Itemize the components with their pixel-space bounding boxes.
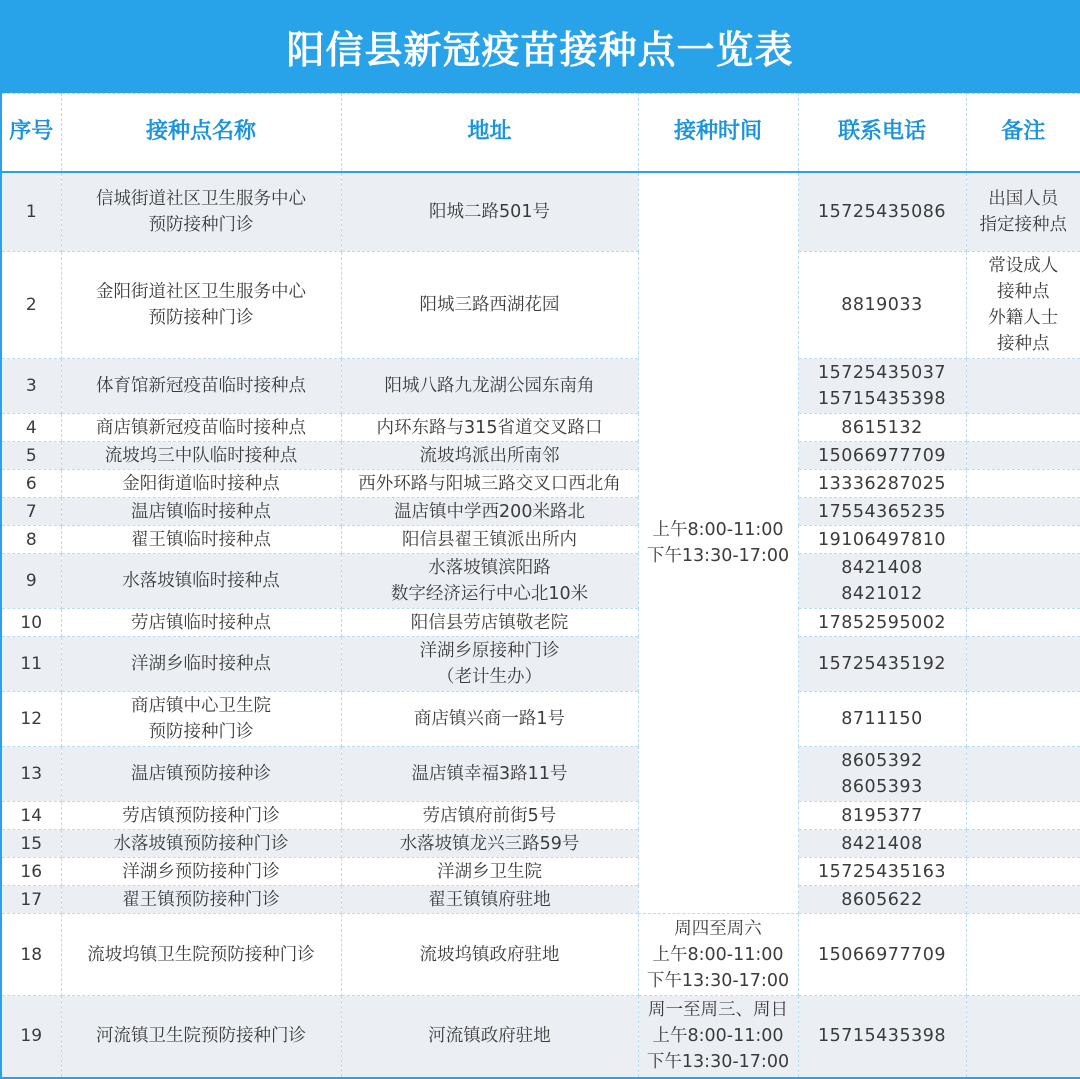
address-line: （老计生办） [437,667,542,687]
row-address: 阳信县劳店镇敬老院 [341,609,638,637]
row-seq: 14 [1,802,61,830]
note-line: 指定接种点 [979,214,1067,235]
row-address: 劳店镇府前街5号 [341,802,638,830]
row-note [966,637,1080,692]
row-phone: 19106497810 [798,526,966,554]
row-note [966,526,1080,554]
row-phone: 8195377 [798,802,966,830]
row-address: 翟王镇镇府驻地 [341,886,638,914]
row-phone: 8421408 [798,830,966,858]
phone-line: 15715435398 [818,389,946,409]
row-name: 劳店镇预防接种门诊 [61,802,341,830]
row-phone: 8605622 [798,886,966,914]
row-seq: 18 [1,914,61,996]
row-time [638,914,798,996]
row-note [966,554,1080,609]
row-note [966,886,1080,914]
row-name: 水落坡镇预防接种门诊 [61,830,341,858]
header-phone: 联系电话 [798,94,966,172]
phone-line: 8605393 [841,777,923,797]
row-phone: 8819033 [798,252,966,359]
row-phone [798,359,966,414]
time-line: 上午8:00-11:00 [652,1026,784,1047]
row-note [966,802,1080,830]
row-name-line: 预防接种门诊 [148,722,254,742]
row-seq: 1 [1,172,61,252]
row-name-line: 商店镇中心卫生院 [131,696,271,716]
row-address: 温店镇幸福3路11号 [341,747,638,802]
row-note [966,830,1080,858]
header-seq: 序号 [1,94,61,172]
row-seq: 9 [1,554,61,609]
table-row [1,858,1080,886]
row-phone: 8615132 [798,414,966,442]
row-name: 翟王镇预防接种门诊 [61,886,341,914]
table-row [1,172,1080,252]
page-title: 阳信县新冠疫苗接种点一览表 [0,0,1080,93]
row-phone: 17554365235 [798,498,966,526]
table-row [1,498,1080,526]
row-note [966,498,1080,526]
row-note [966,858,1080,886]
row-address: 内环东路与315省道交叉路口 [341,414,638,442]
row-name: 洋湖乡预防接种门诊 [61,858,341,886]
time-line: 周四至周六 [674,918,762,939]
row-note [966,996,1080,1078]
row-name: 温店镇临时接种点 [61,498,341,526]
row-seq: 8 [1,526,61,554]
table-row [1,554,1080,609]
table-row [1,886,1080,914]
row-address: 商店镇兴商一路1号 [341,692,638,747]
table-row [1,830,1080,858]
row-note [966,252,1080,359]
row-address: 阳信县翟王镇派出所内 [341,526,638,554]
row-note [966,414,1080,442]
row-name-line: 预防接种门诊 [148,214,254,235]
phone-line: 8421408 [841,558,923,578]
table-row [1,252,1080,359]
row-address: 流坡坞派出所南邻 [341,442,638,470]
row-name: 流坡坞镇卫生院预防接种门诊 [61,914,341,996]
time-line: 上午8:00-11:00 [652,944,784,965]
table-row [1,442,1080,470]
row-time [638,996,798,1078]
row-name: 劳店镇临时接种点 [61,609,341,637]
header-note: 备注 [966,94,1080,172]
note-line: 外籍人士 [988,308,1059,328]
phone-line: 8605392 [841,751,923,771]
row-address: 阳城二路501号 [341,172,638,252]
row-name: 商店镇新冠疫苗临时接种点 [61,414,341,442]
row-note [966,692,1080,747]
phone-line: 15725435037 [818,363,946,383]
row-name [61,692,341,747]
row-seq: 12 [1,692,61,747]
row-name-line: 预防接种门诊 [148,308,254,328]
row-phone: 8711150 [798,692,966,747]
row-address: 阳城三路西湖花园 [341,252,638,359]
table-row [1,747,1080,802]
header-time: 接种时间 [638,94,798,172]
table-row [1,609,1080,637]
row-note [966,747,1080,802]
row-phone: 15066977709 [798,914,966,996]
row-seq: 7 [1,498,61,526]
phone-line: 8421012 [841,584,923,604]
note-line: 接种点 [997,334,1050,354]
row-seq: 10 [1,609,61,637]
row-note [966,359,1080,414]
row-seq: 17 [1,886,61,914]
row-name: 河流镇卫生院预防接种门诊 [61,996,341,1078]
row-name: 温店镇预防接种诊 [61,747,341,802]
note-line: 常设成人 [988,256,1059,276]
row-phone [798,554,966,609]
row-address [341,637,638,692]
table-row [1,914,1080,996]
row-seq: 6 [1,470,61,498]
row-address: 流坡坞镇政府驻地 [341,914,638,996]
time-line: 上午8:00-11:00 [652,519,784,540]
row-seq: 3 [1,359,61,414]
row-seq: 13 [1,747,61,802]
row-address: 阳城八路九龙湖公园东南角 [341,359,638,414]
row-name [61,172,341,252]
row-phone: 13336287025 [798,470,966,498]
time-line: 下午13:30-17:00 [646,545,790,566]
row-name: 水落坡镇临时接种点 [61,554,341,609]
row-address: 温店镇中学西200米路北 [341,498,638,526]
row-note [966,442,1080,470]
row-name [61,252,341,359]
row-address [341,554,638,609]
row-seq: 2 [1,252,61,359]
table-row [1,414,1080,442]
row-note [966,609,1080,637]
time-line: 周一至周三、周日 [648,1000,788,1021]
row-phone [798,747,966,802]
row-seq: 19 [1,996,61,1078]
row-phone: 15066977709 [798,442,966,470]
row-name-line: 金阳街道社区卫生服务中心 [96,282,306,302]
row-seq: 11 [1,637,61,692]
row-name: 体育馆新冠疫苗临时接种点 [61,359,341,414]
table-row [1,802,1080,830]
row-seq: 4 [1,414,61,442]
table-row [1,996,1080,1078]
row-phone: 15715435398 [798,996,966,1078]
address-line: 数字经济运行中心北10米 [390,584,589,604]
vaccination-sites-table [0,93,1080,1079]
row-address: 洋湖乡卫生院 [341,858,638,886]
header-address: 地址 [341,94,638,172]
row-phone: 15725435192 [798,637,966,692]
header-name: 接种点名称 [61,94,341,172]
time-line: 下午13:30-17:00 [646,1052,790,1073]
row-note [966,172,1080,252]
row-name-line: 信城街道社区卫生服务中心 [96,188,306,209]
row-name: 洋湖乡临时接种点 [61,637,341,692]
table-row [1,637,1080,692]
row-seq: 5 [1,442,61,470]
row-name: 流坡坞三中队临时接种点 [61,442,341,470]
row-seq: 16 [1,858,61,886]
table-row [1,470,1080,498]
row-name: 金阳街道临时接种点 [61,470,341,498]
row-name: 翟王镇临时接种点 [61,526,341,554]
row-address: 河流镇政府驻地 [341,996,638,1078]
table-row [1,692,1080,747]
row-address: 水落坡镇龙兴三路59号 [341,830,638,858]
row-address: 西外环路与阳城三路交叉口西北角 [341,470,638,498]
row-note [966,914,1080,996]
address-line: 洋湖乡原接种门诊 [419,641,560,661]
table-header-row [1,94,1080,172]
row-note [966,470,1080,498]
time-line: 下午13:30-17:00 [646,970,790,991]
shared-time-cell [638,172,798,914]
table-row [1,359,1080,414]
row-seq: 15 [1,830,61,858]
note-line: 接种点 [997,282,1050,302]
address-line: 水落坡镇滨阳路 [428,558,551,578]
table-row [1,526,1080,554]
row-phone: 15725435163 [798,858,966,886]
row-phone: 17852595002 [798,609,966,637]
note-line: 出国人员 [988,188,1059,209]
row-phone: 15725435086 [798,172,966,252]
